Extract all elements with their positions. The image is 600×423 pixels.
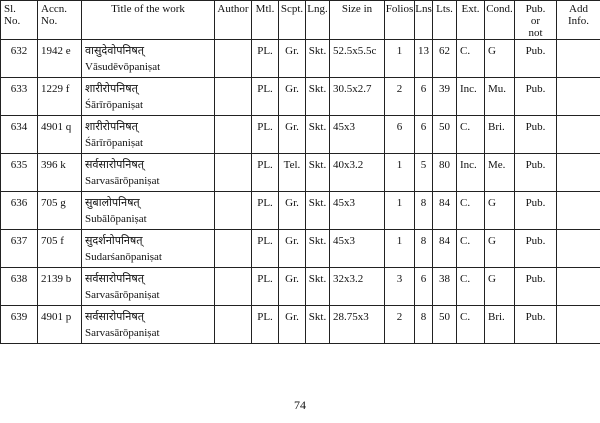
cell-pub: Pub. [515, 192, 557, 230]
cell-size: 45x3 [330, 230, 385, 268]
cell-sl: 633 [1, 78, 38, 116]
table-row [1, 40, 600, 78]
cell-scpt: Gr. [279, 306, 306, 344]
cell-add [557, 230, 600, 268]
cell-folios: 1 [385, 40, 415, 78]
cell-title [82, 192, 215, 230]
cell-accn: 1942 e [38, 40, 82, 78]
cell-title [82, 40, 215, 78]
cell-sl: 636 [1, 192, 38, 230]
cell-size: 32x3.2 [330, 268, 385, 306]
cell-lts: 50 [433, 116, 457, 154]
cell-accn: 2139 b [38, 268, 82, 306]
cell-add [557, 154, 600, 192]
cell-add [557, 192, 600, 230]
cell-add [557, 116, 600, 154]
cell-cond: G [485, 268, 515, 306]
title-devanagari: सर्वसारोपनिषत् [85, 311, 145, 323]
cell-mtl: PL. [252, 154, 279, 192]
cell-cond: Mu. [485, 78, 515, 116]
cell-cond: G [485, 230, 515, 268]
cell-lns: 8 [415, 306, 433, 344]
cell-lng: Skt. [306, 192, 330, 230]
cell-accn: 705 f [38, 230, 82, 268]
title-romanized: Sarvasārōpaniṣat [85, 327, 160, 339]
header-add-info: Add Info. [557, 1, 600, 40]
cell-lts: 62 [433, 40, 457, 78]
cell-author [215, 192, 252, 230]
cell-folios: 6 [385, 116, 415, 154]
cell-sl: 632 [1, 40, 38, 78]
table-row [1, 78, 600, 116]
cell-ext: Inc. [457, 78, 485, 116]
cell-mtl: PL. [252, 306, 279, 344]
title-devanagari: शारीरोपनिषत् [85, 121, 138, 133]
cell-pub: Pub. [515, 230, 557, 268]
cell-ext: C. [457, 116, 485, 154]
cell-lts: 39 [433, 78, 457, 116]
cell-author [215, 40, 252, 78]
title-romanized: Sarvasārōpaniṣat [85, 175, 160, 187]
cell-lns: 5 [415, 154, 433, 192]
cell-lts: 38 [433, 268, 457, 306]
cell-lns: 6 [415, 116, 433, 154]
header-accn: Accn. No. [38, 1, 82, 40]
cell-author [215, 268, 252, 306]
cell-add [557, 268, 600, 306]
cell-author [215, 154, 252, 192]
table-row [1, 268, 600, 306]
cell-lng: Skt. [306, 78, 330, 116]
cell-sl: 639 [1, 306, 38, 344]
cell-accn: 4901 q [38, 116, 82, 154]
cell-folios: 1 [385, 154, 415, 192]
cell-author [215, 230, 252, 268]
cell-mtl: PL. [252, 78, 279, 116]
cell-mtl: PL. [252, 192, 279, 230]
cell-pub: Pub. [515, 306, 557, 344]
cell-pub: Pub. [515, 78, 557, 116]
cell-ext: C. [457, 306, 485, 344]
cell-sl: 637 [1, 230, 38, 268]
header-sl: Sl. No. [1, 1, 38, 40]
cell-size: 52.5x5.5c [330, 40, 385, 78]
title-devanagari: सुदर्शनोपनिषत् [85, 235, 143, 247]
cell-lng: Skt. [306, 306, 330, 344]
cell-scpt: Gr. [279, 268, 306, 306]
header-cond: Cond. [485, 1, 515, 40]
cell-lts: 84 [433, 230, 457, 268]
header-size: Size in [330, 1, 385, 40]
cell-title [82, 306, 215, 344]
cell-title [82, 78, 215, 116]
cell-sl: 638 [1, 268, 38, 306]
header-author: Author [215, 1, 252, 40]
title-romanized: Sudarśanōpaniṣat [85, 251, 162, 263]
header-scpt: Scpt. [279, 1, 306, 40]
cell-ext: C. [457, 268, 485, 306]
cell-mtl: PL. [252, 40, 279, 78]
title-romanized: Sarvasārōpaniṣat [85, 289, 160, 301]
cell-scpt: Gr. [279, 78, 306, 116]
cell-pub: Pub. [515, 154, 557, 192]
cell-author [215, 116, 252, 154]
cell-lng: Skt. [306, 154, 330, 192]
cell-accn: 1229 f [38, 78, 82, 116]
cell-author [215, 78, 252, 116]
cell-cond: Bri. [485, 306, 515, 344]
cell-size: 28.75x3 [330, 306, 385, 344]
cell-lts: 84 [433, 192, 457, 230]
cell-add [557, 40, 600, 78]
cell-scpt: Gr. [279, 116, 306, 154]
cell-scpt: Gr. [279, 230, 306, 268]
header-lng: Lng. [306, 1, 330, 40]
title-devanagari: सर्वसारोपनिषत् [85, 273, 145, 285]
cell-title [82, 230, 215, 268]
cell-accn: 705 g [38, 192, 82, 230]
cell-folios: 2 [385, 306, 415, 344]
cell-title [82, 116, 215, 154]
cell-ext: C. [457, 192, 485, 230]
table-row [1, 192, 600, 230]
table-body [1, 40, 600, 344]
cell-size: 45x3 [330, 116, 385, 154]
cell-folios: 2 [385, 78, 415, 116]
cell-title [82, 154, 215, 192]
cell-ext: C. [457, 230, 485, 268]
cell-pub: Pub. [515, 40, 557, 78]
title-romanized: Subālōpaniṣat [85, 213, 147, 225]
title-devanagari: शारीरोपनिषत् [85, 83, 138, 95]
cell-lns: 6 [415, 268, 433, 306]
header-row [1, 1, 600, 40]
title-romanized: Vāsudēvōpaniṣat [85, 61, 161, 73]
cell-mtl: PL. [252, 230, 279, 268]
title-devanagari: वासुदेवोपनिषत् [85, 45, 145, 57]
table-row [1, 306, 600, 344]
cell-sl: 635 [1, 154, 38, 192]
header-mtl: Mtl. [252, 1, 279, 40]
header-title: Title of the work [82, 1, 215, 40]
page-number: 74 [294, 398, 306, 412]
header-folios: Folios [385, 1, 415, 40]
cell-lns: 8 [415, 192, 433, 230]
cell-mtl: PL. [252, 116, 279, 154]
cell-pub: Pub. [515, 268, 557, 306]
cell-lts: 50 [433, 306, 457, 344]
cell-accn: 396 k [38, 154, 82, 192]
cell-scpt: Tel. [279, 154, 306, 192]
header-lns: Lns [415, 1, 433, 40]
cell-add [557, 78, 600, 116]
title-devanagari: सुबालोपनिषत् [85, 197, 140, 209]
cell-pub: Pub. [515, 116, 557, 154]
cell-author [215, 306, 252, 344]
cell-folios: 3 [385, 268, 415, 306]
cell-title [82, 268, 215, 306]
cell-scpt: Gr. [279, 40, 306, 78]
cell-cond: G [485, 40, 515, 78]
table-row [1, 230, 600, 268]
cell-lts: 80 [433, 154, 457, 192]
cell-lns: 6 [415, 78, 433, 116]
cell-scpt: Gr. [279, 192, 306, 230]
cell-sl: 634 [1, 116, 38, 154]
cell-size: 45x3 [330, 192, 385, 230]
cell-size: 30.5x2.7 [330, 78, 385, 116]
table-row [1, 154, 600, 192]
cell-ext: C. [457, 40, 485, 78]
cell-mtl: PL. [252, 268, 279, 306]
cell-ext: Inc. [457, 154, 485, 192]
cell-cond: Bri. [485, 116, 515, 154]
cell-cond: G [485, 192, 515, 230]
header-lts: Lts. [433, 1, 457, 40]
cell-lng: Skt. [306, 116, 330, 154]
cell-folios: 1 [385, 230, 415, 268]
cell-lng: Skt. [306, 268, 330, 306]
title-devanagari: सर्वसारोपनिषत् [85, 159, 145, 171]
cell-lng: Skt. [306, 230, 330, 268]
cell-folios: 1 [385, 192, 415, 230]
cell-size: 40x3.2 [330, 154, 385, 192]
cell-add [557, 306, 600, 344]
title-romanized: Śārīrōpaniṣat [85, 137, 144, 149]
header-pub: Pub. or not [515, 1, 557, 40]
cell-lns: 13 [415, 40, 433, 78]
header-ext: Ext. [457, 1, 485, 40]
cell-accn: 4901 p [38, 306, 82, 344]
cell-cond: Me. [485, 154, 515, 192]
cell-lng: Skt. [306, 40, 330, 78]
title-romanized: Śārīrōpaniṣat [85, 99, 144, 111]
cell-lns: 8 [415, 230, 433, 268]
table-row [1, 116, 600, 154]
